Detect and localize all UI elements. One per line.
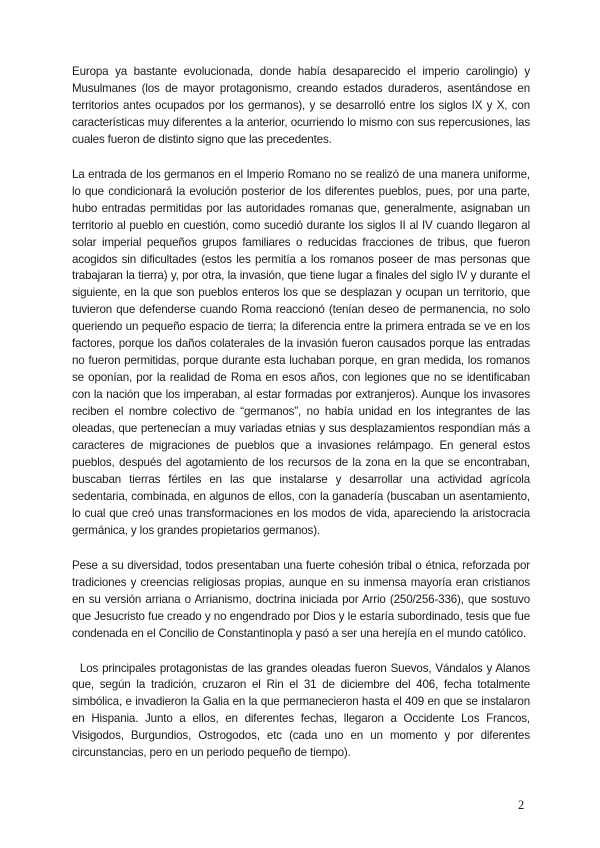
paragraph-2: La entrada de los germanos en el Imperio Romano no se realizó de una manera uniforme, lo que condicionará la evolución posterior de los diferentes pueblos, pues, por una parte, hubo entradas permitidas por las autoridades romanas que, generalmente, asignaban un territorio al pueblo en cuestión, como sucedió durante los siglos II al IV cuando llegaron al solar imperial pequeños grupos familiares o reducidas fracciones de tribus, que fueron acogidos sin dificultades (estos les permitía a los romanos poseer de mas personas que trabajaran la tierra) y, por otra, la invasión, que tiene lugar a finales del siglo IV y durante el siguiente, en la que son pueblos enteros los que se desplazan y ocupan un territorio, que tuvieron que defenderse cuando Roma reaccionó (tenían deseo de permanencia, no solo queriendo un pequeño espacio de tierra; la diferencia entre la primera entrada se ve en los factores, porque los daños colaterales de la invasión fueron causados porque las entradas no fueron permitidas, porque durante esta luchaban porque, en gran medida, los romanos se oponían, por la realidad de Roma en esos años, con legiones que no se identificaban con la nación que los imperaban, al estar formadas por extranjeros). Aunque los invasores reciben el nombre colectivo de “germanos”, no había unidad en los integrantes de las oleadas, que pertenecían a muy variadas etnias y sus desplazamientos respondían más a caracteres de migraciones de pueblos que a invasiones relámpago. En general estos pueblos, después del agotamiento de los recursos de la zona en la que se encontraban, buscaban tierras fértiles en las que instalarse y desarrollar una actividad agrícola sedentaria, combinada, en algunos de ellos, con la ganadería (buscaban un asentamiento, lo cual que creó unas transformaciones en los modos de vida, apareciendo la aristocracia germánica, y los grandes propietarios germanos).: [72, 167, 530, 537]
paragraph-3: Pese a su diversidad, todos presentaban una fuerte cohesión tribal o étnica, reforzada por tradiciones y creencias religiosas propias, aunque en su inmensa mayoría eran cristianos en su versión arriana o Arrianismo, doctrina iniciada por Arrio (250/256-336), que sostuvo que Jesucristo fue creado y no engendrado por Dios y le estaría subordinado, tesis que fue condenada en el Concilio de Constantinopla y pasó a ser una herejía en el mundo católico.: [72, 558, 530, 640]
paragraph-4: Los principales protagonistas de las grandes oleadas fueron Suevos, Vándalos y Alanos que, según la tradición, cruzaron el Rin el 31 de diciembre del 406, fecha totalmente simbólica, e invadieron la Galia en la que permanecieron hasta el 409 en que se instalaron en Hispania. Junto a ellos, en diferentes fechas, llegaron a Occidente Los Francos, Visigodos, Burgundios, Ostrogodos, etc (cada uno en un momento y por diferentes circunstancias, pero en un periodo pequeño de tiempo).: [72, 661, 534, 760]
paragraph-1: Europa ya bastante evolucionada, donde había desaparecido el imperio carolingio) y Musulmanes (los de mayor protagonismo, creando estados duraderos, asentándose en territorios antes ocupados por los germanos), y se desarrolló entre los siglos IX y X, con características muy diferentes a la anterior, ocurriendo lo mismo con sus repercusiones, las cuales fueron de distinto signo que las precedentes.: [72, 65, 530, 146]
page-number: 2: [518, 798, 525, 812]
document-page: [72, 64, 534, 762]
